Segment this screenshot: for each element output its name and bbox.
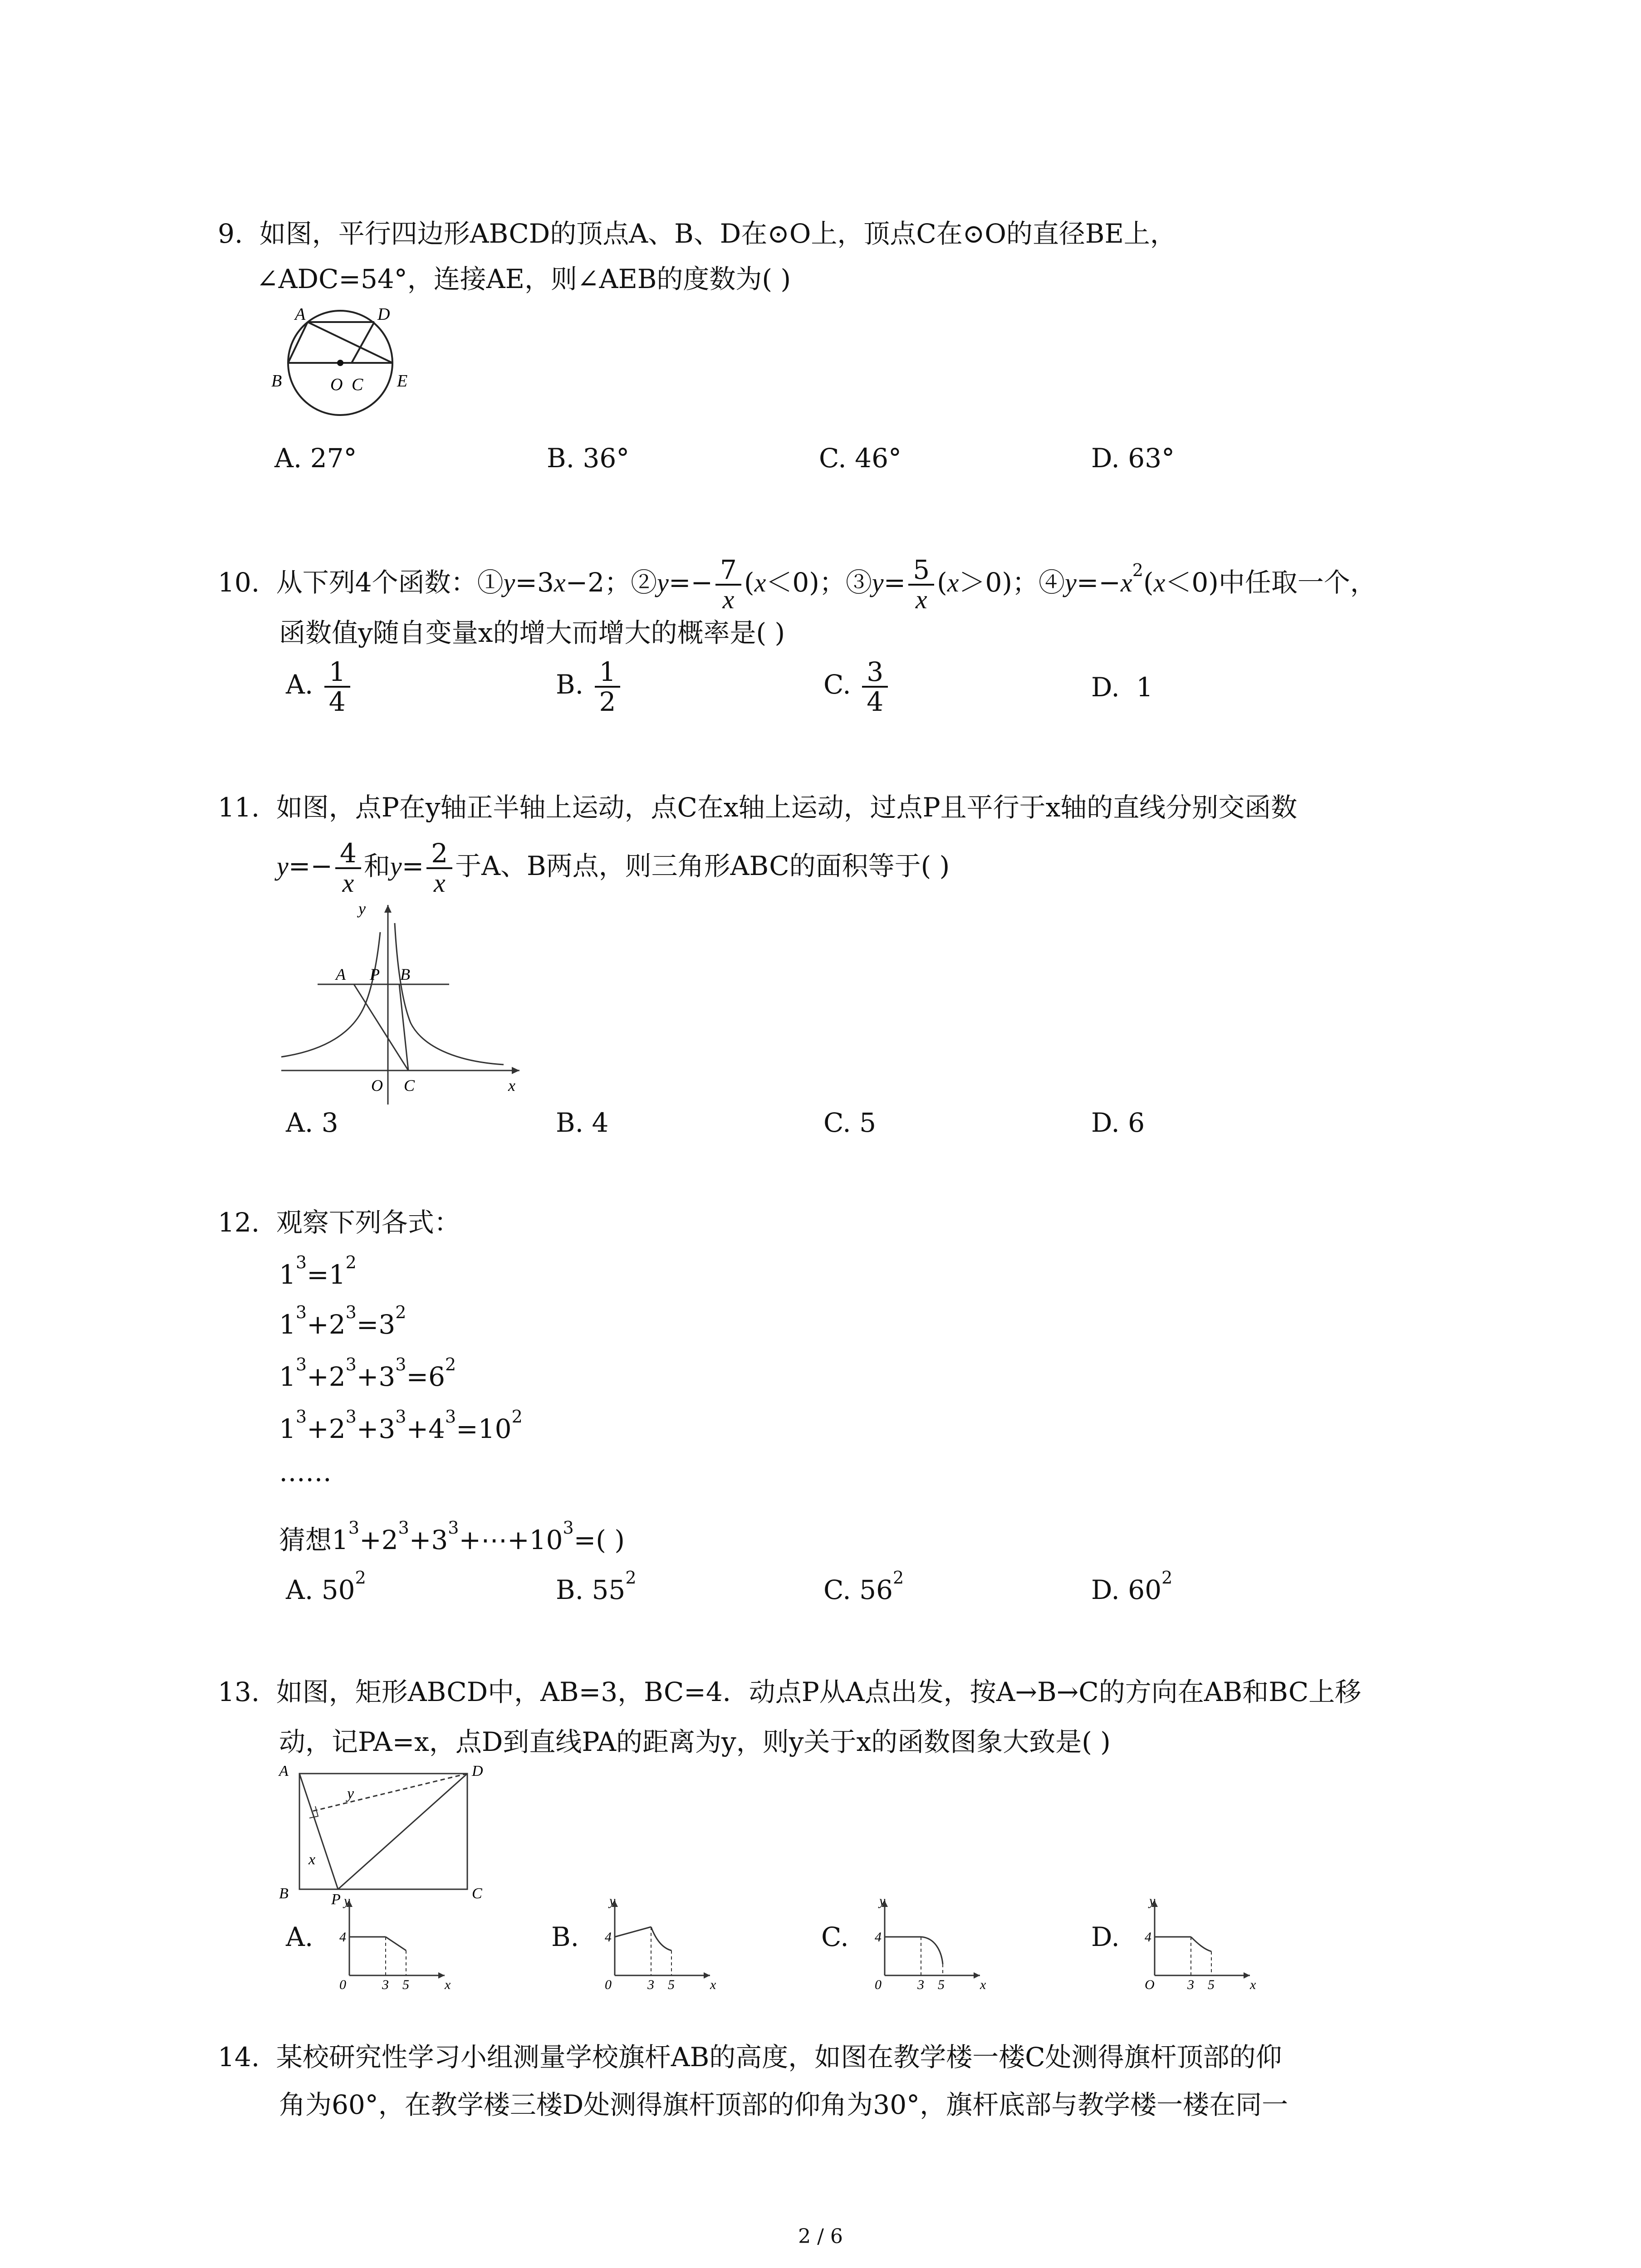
q12-option-c: C. $56^2$ bbox=[823, 1567, 904, 1605]
q11-text1: 如图，点P在y轴正半轴上运动，点C在x轴上运动，过点P且平行于x轴的直线分别交函数 bbox=[276, 792, 1298, 823]
svg-text:x: x bbox=[710, 1977, 716, 1991]
q9-label-c: C bbox=[352, 375, 363, 394]
q10-line1: 10. 从下列4个函数：①y=3x−2；②y=− $\frac{7}{x}$ (x＜0)；③y= $\frac{5}{x}$ (x＞0)；$④y=-x^2(x<0)$中任取一个， bbox=[218, 554, 1376, 614]
q9-label-o: O bbox=[330, 375, 343, 394]
svg-text:4: 4 bbox=[339, 1930, 346, 1945]
svg-text:3: 3 bbox=[647, 1977, 654, 1991]
svg-text:x: x bbox=[1250, 1977, 1256, 1991]
q10-option-d: D. 1 bbox=[1091, 672, 1153, 703]
q12-option-a: A. $50^2$ bbox=[286, 1567, 366, 1605]
q12-dots: …… bbox=[279, 1457, 332, 1487]
svg-text:0: 0 bbox=[605, 1977, 612, 1991]
svg-text:4: 4 bbox=[1145, 1930, 1151, 1945]
q13-rectangle-figure bbox=[272, 1760, 499, 1905]
q13-option-b-letter: B. bbox=[551, 1921, 579, 1952]
q13-option-d-letter: D. bbox=[1091, 1921, 1120, 1952]
q11-option-a: A. 3 bbox=[286, 1107, 338, 1138]
q11-number: 11. bbox=[218, 792, 260, 823]
q9-circle-figure bbox=[259, 299, 440, 417]
q11-label-y: y bbox=[358, 899, 366, 918]
q9-label-e: E bbox=[397, 371, 408, 391]
page-number: 2 / 6 bbox=[798, 2225, 843, 2248]
svg-text:3: 3 bbox=[917, 1977, 924, 1991]
q11-frac-4x: $\frac{4}{x}$ bbox=[335, 839, 361, 897]
q11-option-b: B. 4 bbox=[556, 1107, 609, 1138]
q14-number: 14. bbox=[218, 2042, 260, 2072]
q14-line1 bbox=[218, 2041, 1282, 2073]
q10-frac-5x: $\frac{5}{x}$ bbox=[908, 556, 934, 614]
q10-option-c: C. $\frac{3}{4}$ bbox=[823, 658, 891, 716]
q11-label-p: P bbox=[370, 965, 380, 983]
q13-label-c: C bbox=[472, 1885, 482, 1902]
q11-label-o: O bbox=[371, 1076, 383, 1095]
q9-line1 bbox=[218, 218, 1176, 249]
svg-text:y: y bbox=[609, 1893, 616, 1908]
q11-hyperbola-figure bbox=[272, 896, 526, 1109]
q12-intro: 观察下列各式： bbox=[276, 1207, 460, 1238]
q9-label-d: D bbox=[377, 305, 390, 324]
q14-line2: 角为60°，在教学楼三楼D处测得旗杆顶部的仰角为30°，旗杆底部与教学楼一楼在同一 bbox=[279, 2089, 1288, 2120]
svg-text:x: x bbox=[445, 1977, 451, 1991]
svg-text:5: 5 bbox=[1208, 1977, 1215, 1991]
svg-text:0: 0 bbox=[875, 1977, 882, 1991]
q13-label-p: P bbox=[331, 1891, 341, 1905]
q9-option-a: A. 27° bbox=[274, 443, 357, 474]
q11-frac-2x: $\frac{2}{x}$ bbox=[426, 839, 452, 897]
q12-option-b: B. $55^2$ bbox=[556, 1567, 637, 1605]
q9-number: 9. bbox=[218, 218, 243, 249]
q13-option-a-graph bbox=[336, 1892, 454, 1991]
q11-option-c: C. 5 bbox=[823, 1107, 877, 1138]
q9-line2: ∠ADC=54°，连接AE，则∠AEB的度数为( ) bbox=[256, 264, 791, 294]
svg-text:y: y bbox=[344, 1893, 350, 1908]
q13-number: 13. bbox=[218, 1677, 260, 1707]
q11-label-c: C bbox=[404, 1076, 415, 1095]
svg-text:O: O bbox=[1145, 1977, 1155, 1991]
q12-eq2: $1^3+2^3=3^2$ bbox=[279, 1302, 407, 1340]
q13-label-d: D bbox=[472, 1763, 483, 1779]
q13-line2: 动，记PA=x，点D到直线PA的距离为y，则y关于x的函数图象大致是( ) bbox=[279, 1726, 1111, 1757]
q10-option-a: A. $\frac{1}{4}$ bbox=[286, 658, 353, 716]
q12-number: 12. bbox=[218, 1207, 260, 1238]
q9-option-b: B. 36° bbox=[547, 443, 630, 474]
q12-eq4: $1^3+2^3+3^3+4^3=10^2$ bbox=[279, 1406, 523, 1444]
svg-text:4: 4 bbox=[875, 1930, 882, 1945]
q10-option-b: B. $\frac{1}{2}$ bbox=[556, 658, 623, 716]
q13-label-x: x bbox=[309, 1851, 316, 1868]
q9-text1: 如图，平行四边形ABCD的顶点A、B、D在⊙O上，顶点C在⊙O的直径BE上， bbox=[259, 218, 1176, 249]
q11-label-x: x bbox=[508, 1076, 515, 1095]
q14-text1: 某校研究性学习小组测量学校旗杆AB的高度，如图在教学楼一楼C处测得旗杆顶部的仰 bbox=[276, 2042, 1282, 2072]
q13-label-y: y bbox=[347, 1785, 354, 1802]
q13-option-c-letter: C. bbox=[821, 1921, 849, 1952]
q13-line1 bbox=[218, 1676, 1361, 1708]
svg-text:5: 5 bbox=[402, 1977, 409, 1991]
q9-label-a: A bbox=[295, 305, 306, 324]
q9-label-b: B bbox=[271, 371, 282, 391]
q13-option-c-graph bbox=[871, 1892, 989, 1991]
svg-text:x: x bbox=[980, 1977, 986, 1991]
q13-text1: 如图，矩形ABCD中，AB=3，BC=4．动点P从A点出发，按A→B→C的方向在AB和BC上移 bbox=[276, 1677, 1362, 1707]
svg-text:0: 0 bbox=[339, 1977, 346, 1991]
q10-frac-7x: $\frac{7}{x}$ bbox=[715, 556, 741, 614]
svg-text:y: y bbox=[1149, 1893, 1156, 1908]
q11-line2: y=− $\frac{4}{x}$ 和y= $\frac{2}{x}$ 于A、B两点，则三角形ABC的面积等于( ) bbox=[277, 838, 950, 898]
q13-option-d-graph bbox=[1141, 1892, 1259, 1991]
svg-text:3: 3 bbox=[382, 1977, 389, 1991]
q13-option-a-letter: A. bbox=[286, 1921, 314, 1952]
q12-option-d: D. $60^2$ bbox=[1091, 1567, 1173, 1605]
q11-line1 bbox=[218, 792, 1297, 823]
svg-text:4: 4 bbox=[605, 1930, 612, 1945]
q12-line1 bbox=[218, 1207, 460, 1238]
q9-option-d: D. 63° bbox=[1091, 443, 1175, 474]
q13-label-a: A bbox=[279, 1763, 289, 1779]
q11-label-b: B bbox=[400, 965, 410, 983]
q13-label-b: B bbox=[279, 1885, 289, 1902]
q11-option-d: D. 6 bbox=[1091, 1107, 1145, 1138]
svg-text:y: y bbox=[879, 1893, 886, 1908]
svg-text:5: 5 bbox=[668, 1977, 675, 1991]
q12-guess: 猜想$1^3+2^3+3^3+\cdots+10^3=$( ) bbox=[279, 1517, 625, 1555]
svg-text:5: 5 bbox=[938, 1977, 945, 1991]
svg-text:3: 3 bbox=[1187, 1977, 1194, 1991]
q12-eq3: $1^3+2^3+3^3=6^2$ bbox=[279, 1354, 456, 1392]
q11-label-a: A bbox=[336, 965, 346, 983]
q13-option-b-graph bbox=[601, 1892, 719, 1991]
q9-option-c: C. 46° bbox=[819, 443, 901, 474]
q10-number: 10. bbox=[218, 567, 260, 598]
q10-line2: 函数值y随自变量x的增大而增大的概率是( ) bbox=[279, 617, 785, 648]
q12-eq1: $1^3=1^2$ bbox=[279, 1252, 357, 1290]
